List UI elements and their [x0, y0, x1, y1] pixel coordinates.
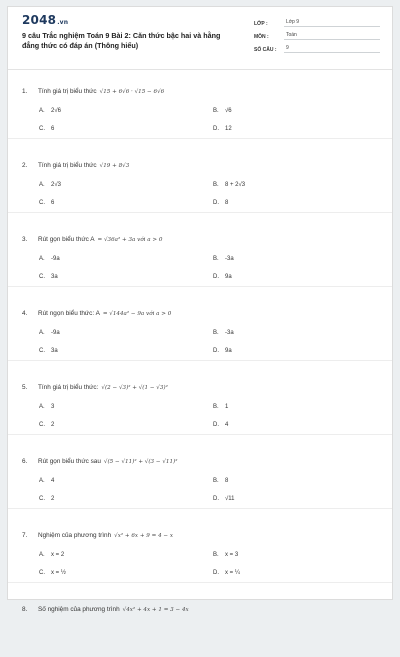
- option-d[interactable]: [213, 422, 228, 428]
- option-value: 2: [51, 422, 55, 428]
- option-a[interactable]: [39, 330, 60, 336]
- meta-label: LỚP :: [254, 21, 268, 27]
- option-value: x = 2: [51, 552, 65, 558]
- option-letter: D.: [213, 496, 219, 502]
- option-c[interactable]: [39, 422, 54, 428]
- question-formula: √(2 − √3)² + √(1 − √3)²: [101, 384, 168, 391]
- option-letter: C.: [39, 200, 45, 206]
- question-text: Rút gọn biểu thức A: [38, 236, 95, 243]
- option-b[interactable]: [213, 108, 232, 114]
- question-stem: [22, 606, 189, 613]
- option-b[interactable]: [213, 478, 228, 484]
- meta-label: SỐ CÂU :: [254, 47, 277, 53]
- option-letter: C.: [39, 496, 45, 502]
- question-formula: √(5 − √11)² + √(3 − √11)²: [103, 458, 178, 465]
- question-text: Số nghiệm của phương trình: [38, 606, 120, 613]
- option-letter: B.: [213, 330, 219, 336]
- option-a[interactable]: [39, 108, 61, 114]
- meta-row-grade: [254, 15, 380, 27]
- option-letter: A.: [39, 478, 45, 484]
- option-value: √6: [225, 108, 232, 114]
- question-number: 6.: [22, 458, 28, 465]
- option-letter: D.: [213, 570, 219, 576]
- option-letter: C.: [39, 348, 45, 354]
- option-value: 3a: [51, 348, 58, 354]
- option-letter: C.: [39, 422, 45, 428]
- question-number: 8.: [22, 606, 28, 613]
- option-letter: C.: [39, 126, 45, 132]
- worksheet-page: [7, 6, 393, 613]
- worksheet-meta: [254, 15, 380, 54]
- option-value: 12: [225, 126, 232, 132]
- question-number: 4.: [22, 310, 28, 317]
- option-b[interactable]: [213, 404, 228, 410]
- option-a[interactable]: [39, 478, 54, 484]
- option-value: -3a: [225, 330, 234, 336]
- question-text: Nghiệm của phương trình: [38, 532, 112, 539]
- option-letter: A.: [39, 404, 45, 410]
- option-letter: B.: [213, 182, 219, 188]
- option-letter: A.: [39, 330, 45, 336]
- question-text: Tính giá trị biểu thức:: [38, 384, 99, 391]
- meta-row-subject: [254, 28, 380, 40]
- option-letter: D.: [213, 348, 219, 354]
- option-b[interactable]: [213, 552, 238, 558]
- question-number: 2.: [22, 162, 28, 169]
- option-letter: B.: [213, 256, 219, 262]
- option-value: 8: [225, 200, 229, 206]
- option-letter: A.: [39, 256, 45, 262]
- question-6: [8, 439, 392, 509]
- option-letter: D.: [213, 274, 219, 280]
- question-formula: √x² + 6x + 9 = 4 − x: [114, 532, 174, 539]
- question-stem: [22, 310, 171, 317]
- option-b[interactable]: [213, 256, 234, 262]
- option-value: -9a: [51, 256, 60, 262]
- question-stem: [22, 236, 162, 243]
- question-5: [8, 365, 392, 435]
- question-stem: [22, 162, 129, 169]
- option-value: 9a: [225, 274, 232, 280]
- question-stem: [22, 532, 173, 539]
- meta-value: Lớp 9: [284, 19, 380, 27]
- question-number: 5.: [22, 384, 28, 391]
- question-text: Rút ngọn biểu thức: A: [38, 310, 100, 317]
- option-value: 6: [51, 126, 55, 132]
- option-a[interactable]: [39, 182, 61, 188]
- option-letter: D.: [213, 422, 219, 428]
- question-8: [8, 587, 392, 657]
- option-letter: A.: [39, 108, 45, 114]
- question-number: 1.: [22, 88, 28, 95]
- option-value: 3a: [51, 274, 58, 280]
- question-7: [8, 513, 392, 583]
- option-value: 8: [225, 478, 229, 484]
- option-letter: D.: [213, 126, 219, 132]
- option-c[interactable]: [39, 496, 54, 502]
- question-text: Tính giá trị biểu thức: [38, 162, 97, 169]
- meta-value: 9: [284, 45, 380, 53]
- option-c[interactable]: [39, 200, 54, 206]
- option-value: -9a: [51, 330, 60, 336]
- option-c[interactable]: [39, 348, 58, 354]
- option-letter: B.: [213, 404, 219, 410]
- option-c[interactable]: [39, 274, 58, 280]
- question-2: [8, 143, 392, 213]
- option-letter: C.: [39, 274, 45, 280]
- question-stem: [22, 88, 164, 95]
- question-4: [8, 291, 392, 361]
- option-value: x = 3: [225, 552, 239, 558]
- question-formula: √15 + 6√6 · √15 − 6√6: [99, 88, 165, 95]
- option-letter: B.: [213, 108, 219, 114]
- option-a[interactable]: [39, 404, 54, 410]
- option-value: 1: [225, 404, 229, 410]
- question-stem: [22, 458, 177, 465]
- option-c[interactable]: [39, 126, 54, 132]
- option-value: √11: [225, 496, 235, 502]
- option-value: 2: [51, 496, 55, 502]
- option-letter: A.: [39, 182, 45, 188]
- question-stem: [22, 384, 168, 391]
- option-b[interactable]: [213, 182, 245, 188]
- option-value: x = ¼: [225, 570, 240, 576]
- option-a[interactable]: [39, 552, 64, 558]
- option-b[interactable]: [213, 330, 234, 336]
- option-a[interactable]: [39, 256, 60, 262]
- option-d[interactable]: [213, 200, 228, 206]
- option-value: 4: [225, 422, 229, 428]
- option-letter: B.: [213, 478, 219, 484]
- option-d[interactable]: [213, 126, 232, 132]
- question-text: Rút gọn biểu thức sau: [38, 458, 101, 465]
- question-1: [8, 69, 392, 139]
- meta-row-count: [254, 41, 380, 53]
- option-d[interactable]: [213, 496, 235, 502]
- logo-suffix: .vn: [57, 19, 69, 26]
- option-value: 9a: [225, 348, 232, 354]
- question-number: 7.: [22, 532, 28, 539]
- question-number: 3.: [22, 236, 28, 243]
- option-value: -3a: [225, 256, 234, 262]
- option-letter: D.: [213, 200, 219, 206]
- option-value: 6: [51, 200, 55, 206]
- option-value: 2√6: [51, 108, 61, 114]
- question-formula: √4x² + 4x + 1 = 3 − 4x: [122, 606, 189, 613]
- option-d[interactable]: [213, 570, 240, 576]
- option-value: x = ½: [51, 570, 66, 576]
- question-formula: = √36a² + 3a với a > 0: [97, 236, 163, 243]
- question-formula: = √144a² − 9a với a > 0: [102, 310, 172, 317]
- meta-value: Toán: [284, 32, 380, 40]
- option-value: 2√3: [51, 182, 61, 188]
- option-value: 8 + 2√3: [225, 182, 246, 188]
- logo-text: 2048: [22, 13, 57, 27]
- option-d[interactable]: [213, 274, 232, 280]
- worksheet-header: [8, 7, 392, 69]
- option-value: 4: [51, 478, 55, 484]
- option-letter: C.: [39, 570, 45, 576]
- option-c[interactable]: [39, 570, 66, 576]
- question-formula: √19 + 8√3: [99, 162, 130, 169]
- question-text: Tính giá trị biểu thức: [38, 88, 97, 95]
- worksheet-title: 9 câu Trắc nghiệm Toán 9 Bài 2: Căn thức bậc hai và hằng đẳng thức có đáp án (Thông hiểu): [22, 31, 221, 50]
- option-letter: B.: [213, 552, 219, 558]
- option-d[interactable]: [213, 348, 232, 354]
- question-3: [8, 217, 392, 287]
- meta-label: MÔN :: [254, 34, 269, 40]
- option-letter: A.: [39, 552, 45, 558]
- option-value: 3: [51, 404, 55, 410]
